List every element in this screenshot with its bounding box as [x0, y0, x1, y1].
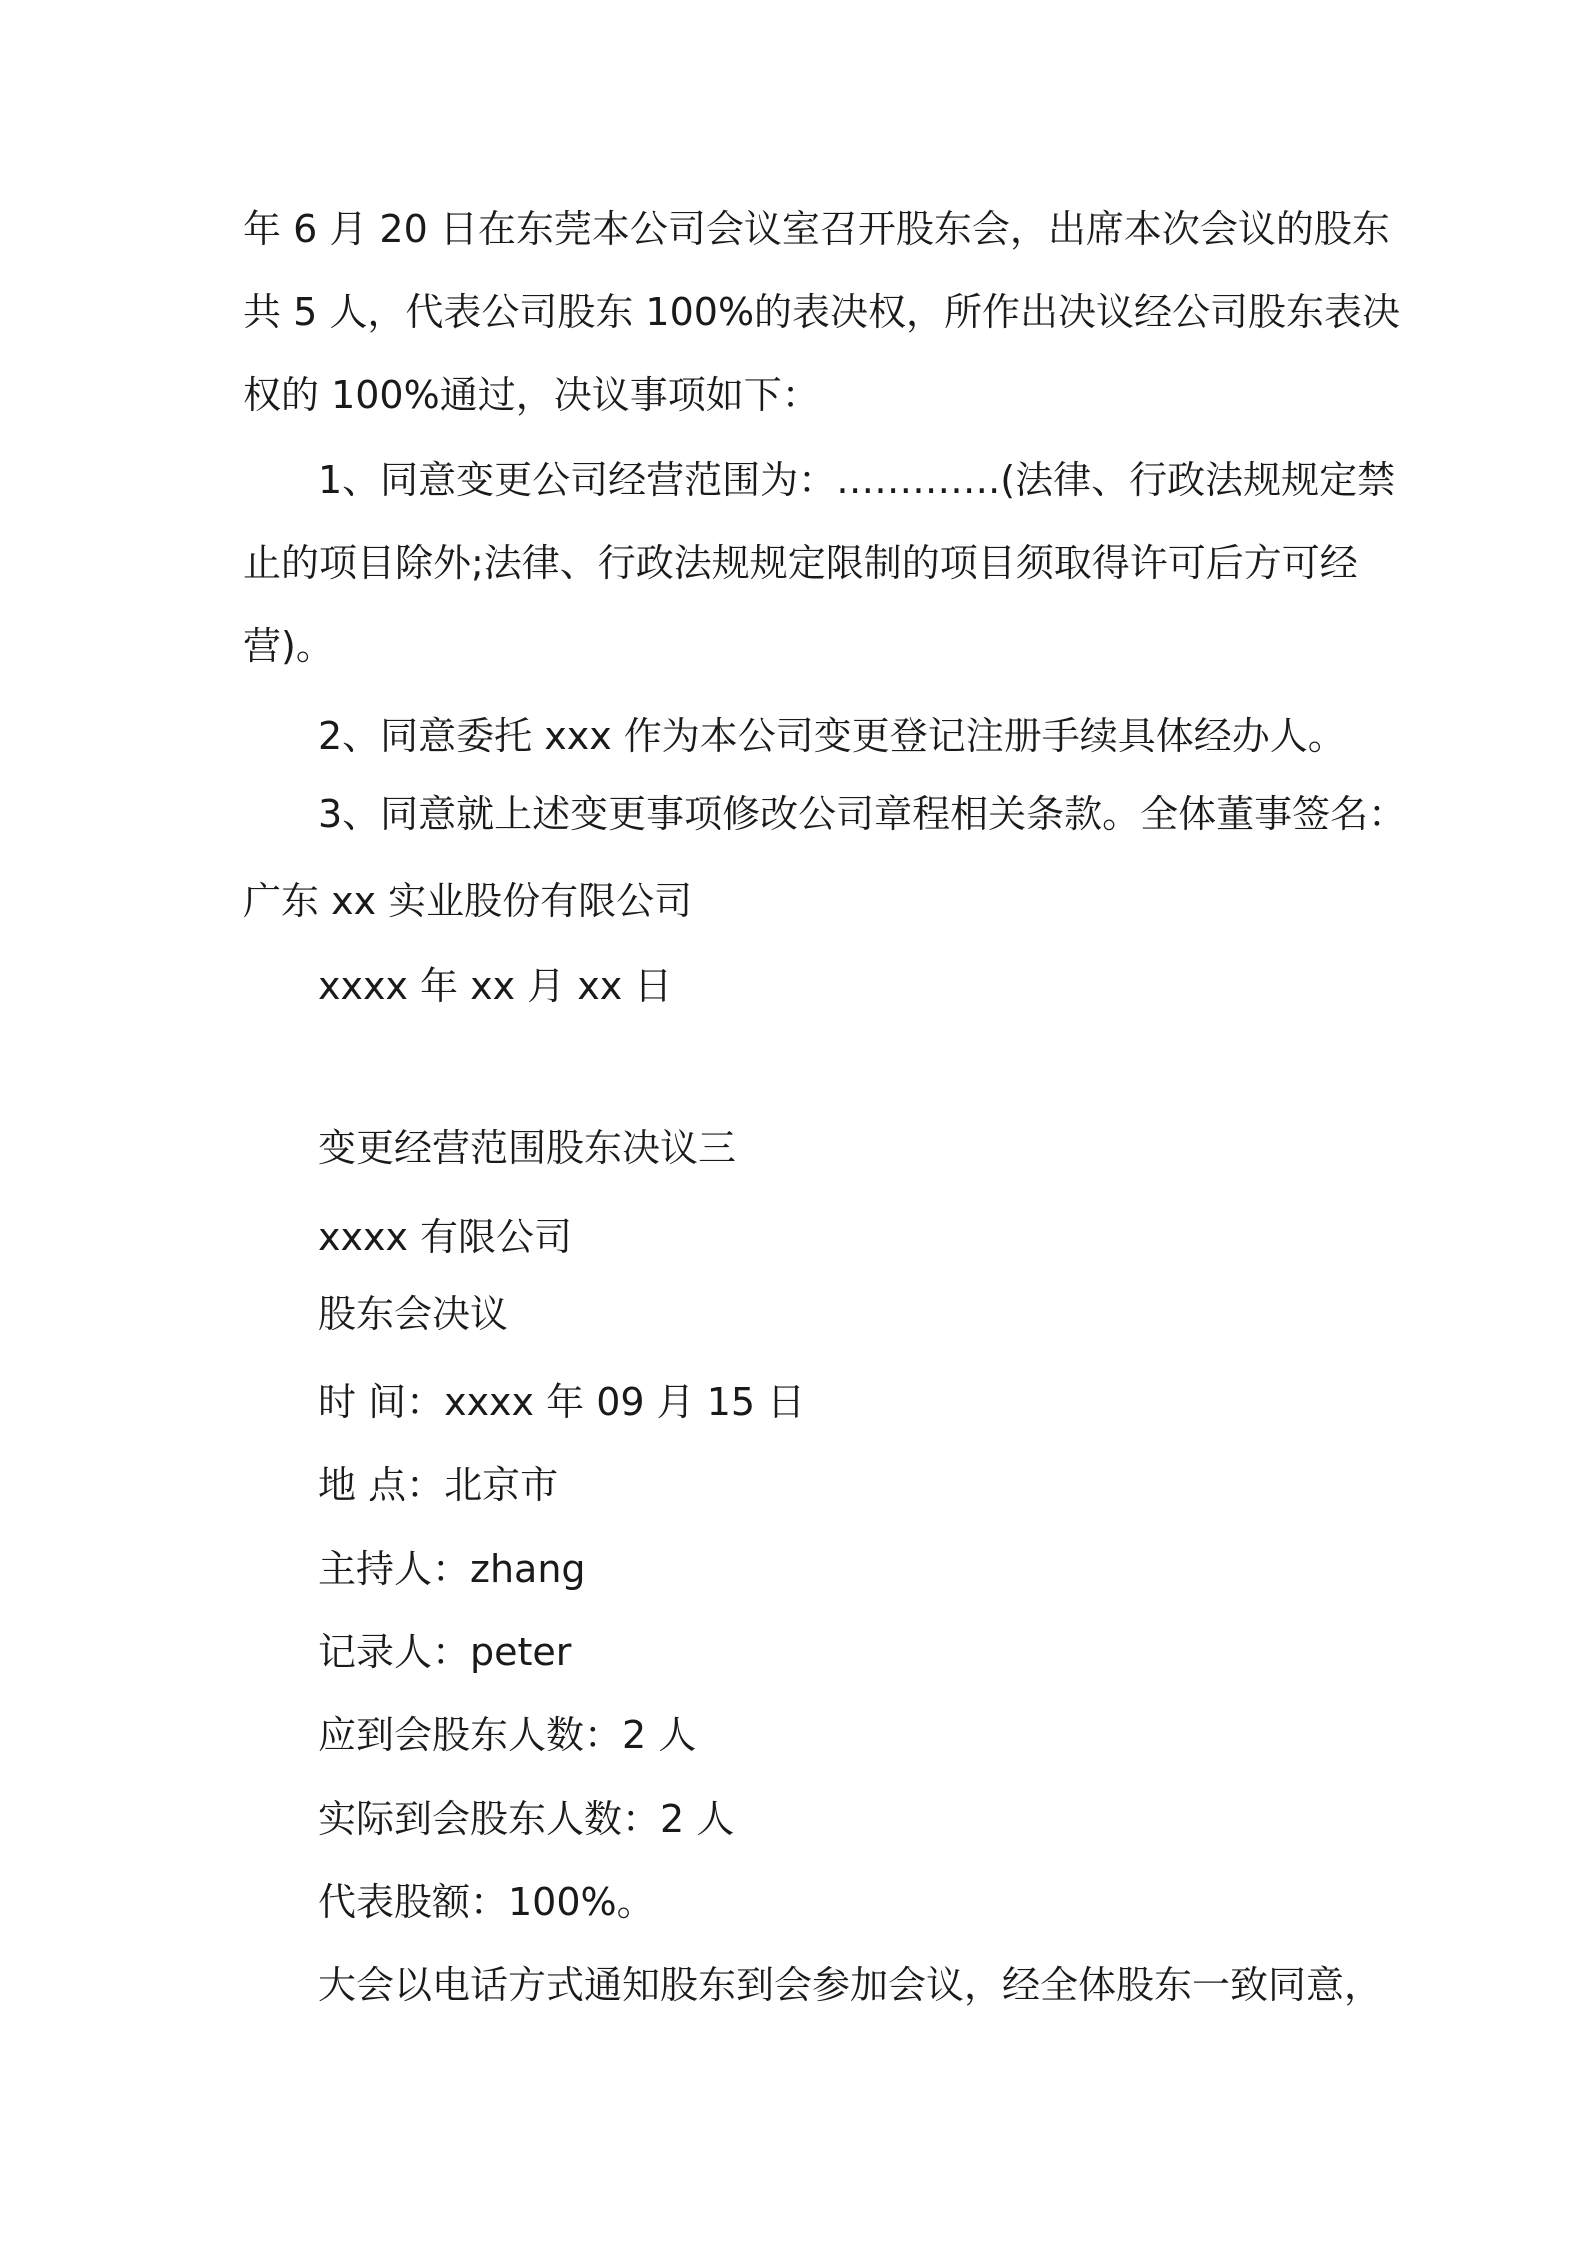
- meeting-location: 地 点：北京市: [318, 1463, 559, 1507]
- resolution-heading: 股东会决议: [318, 1292, 509, 1336]
- company-name: 广东 xx 实业股份有限公司: [243, 879, 693, 923]
- meeting-notice: 大会以电话方式通知股东到会参加会议，经全体股东一致同意，: [318, 1963, 1383, 2007]
- actual-attendees: 实际到会股东人数：2 人: [318, 1797, 735, 1841]
- meeting-recorder: 记录人：peter: [318, 1630, 572, 1674]
- resolution-item-1-end: 营)。: [243, 624, 334, 668]
- meeting-time: 时 间：xxxx 年 09 月 15 日: [318, 1380, 806, 1424]
- paragraph-line-2: 共 5 人，代表公司股东 100%的表决权，所作出决议经公司股东表决: [243, 290, 1401, 334]
- section-title: 变更经营范围股东决议三: [318, 1126, 737, 1170]
- company-heading: xxxx 有限公司: [318, 1215, 573, 1259]
- signature-date: xxxx 年 xx 月 xx 日: [318, 964, 673, 1008]
- resolution-item-2: 2、同意委托 xxx 作为本公司变更登记注册手续具体经办人。: [318, 714, 1346, 758]
- share-represented: 代表股额：100%。: [318, 1880, 655, 1924]
- resolution-item-3: 3、同意就上述变更事项修改公司章程相关条款。全体董事签名：: [318, 792, 1407, 836]
- expected-attendees: 应到会股东人数：2 人: [318, 1713, 697, 1757]
- resolution-item-1-cont: 止的项目除外;法律、行政法规规定限制的项目须取得许可后方可经: [243, 541, 1358, 585]
- paragraph-line-1: 年 6 月 20 日在东莞本公司会议室召开股东会，出席本次会议的股东: [243, 207, 1390, 251]
- meeting-host: 主持人：zhang: [318, 1547, 586, 1591]
- paragraph-line-3: 权的 100%通过，决议事项如下：: [243, 373, 820, 417]
- resolution-item-1: 1、同意变更公司经营范围为：………….(法律、行政法规规定禁: [318, 458, 1396, 502]
